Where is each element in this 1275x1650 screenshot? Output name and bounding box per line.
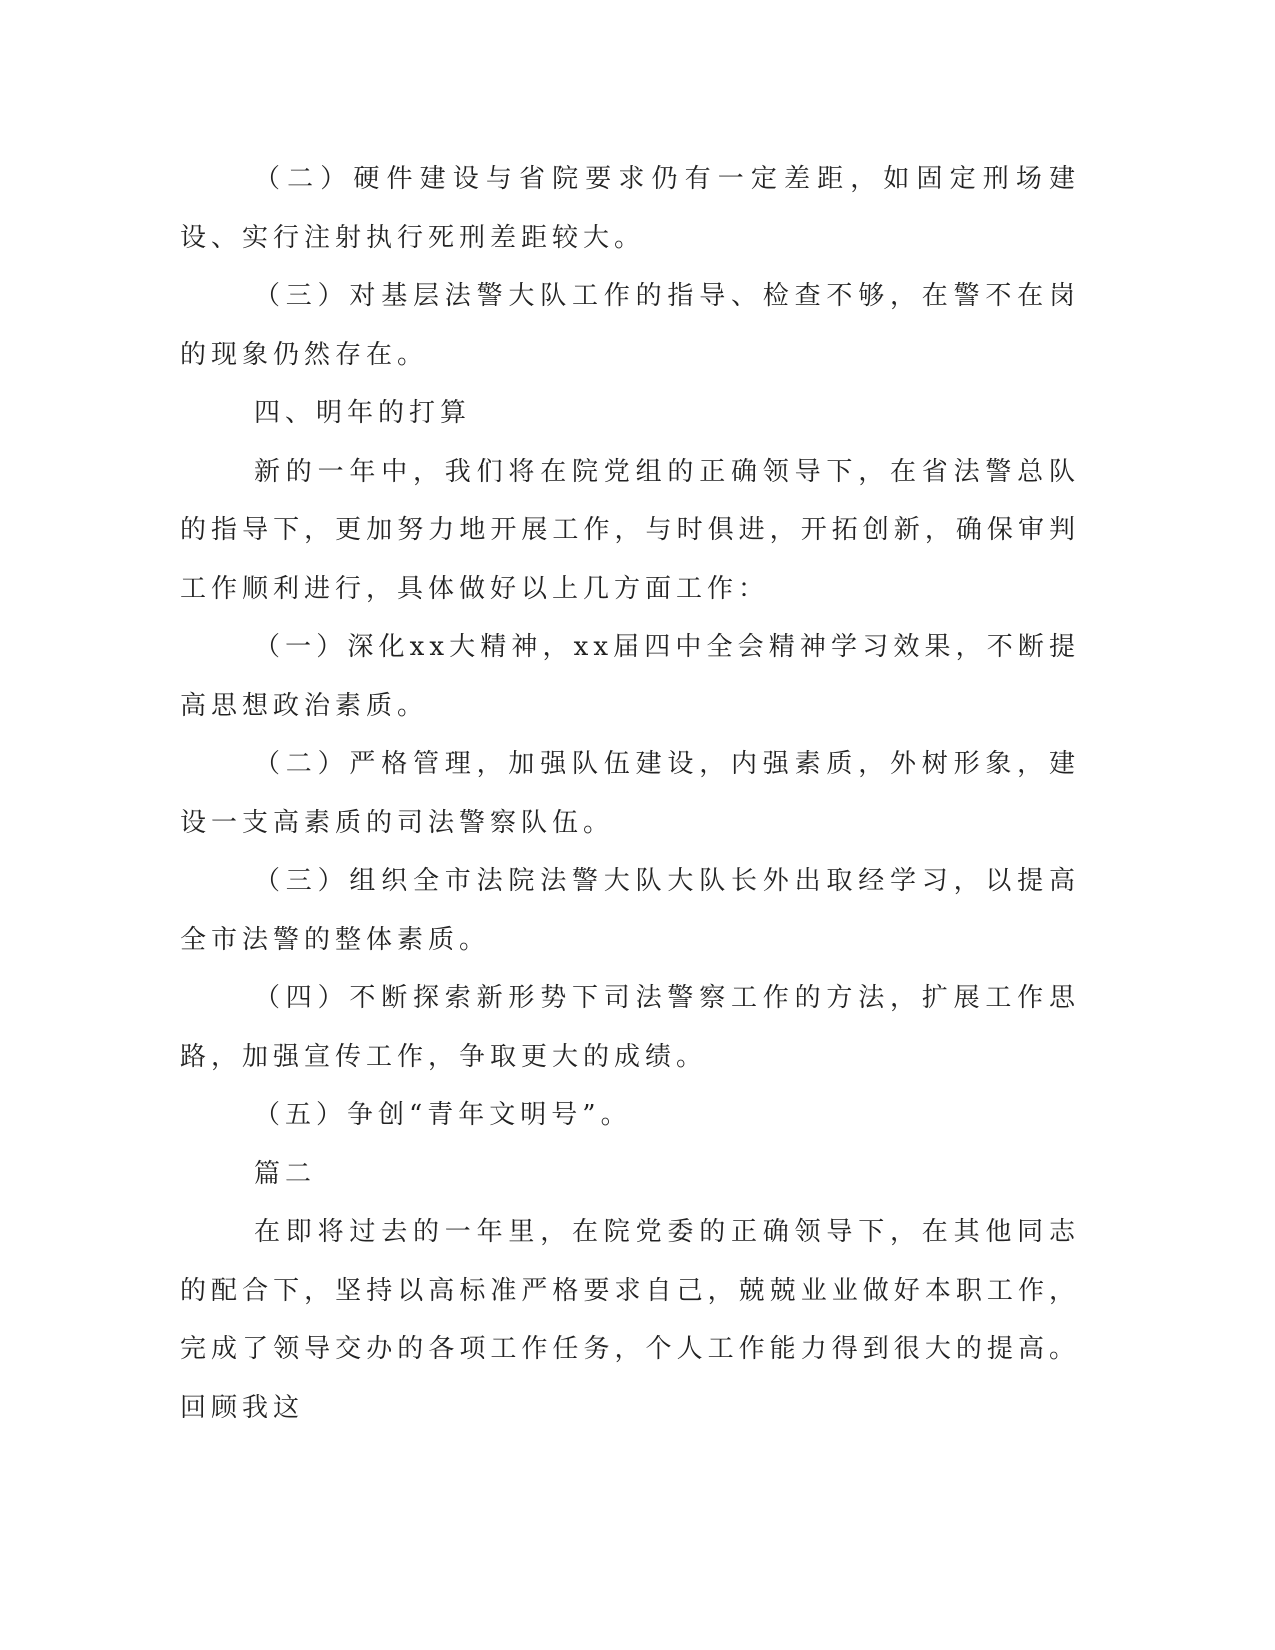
paragraph-shortcoming-hardware: （二）硬件建设与省院要求仍有一定差距，如固定刑场建设、实行注射执行死刑差距较大。 bbox=[180, 164, 1080, 253]
paragraph-plan-3: （三）组织全市法院法警大队大队长外出取经学习，以提高全市法警的整体素质。 bbox=[180, 866, 1080, 955]
paragraph-plan-4: （四）不断探索新形势下司法警察工作的方法，扩展工作思路，加强宣传工作，争取更大的成绩。 bbox=[180, 983, 1080, 1072]
section-heading-next-year-plan: 四、明年的打算 bbox=[254, 398, 472, 428]
paragraph-plan-1: （一）深化xx大精神，xx届四中全会精神学习效果，不断提高思想政治素质。 bbox=[180, 632, 1080, 721]
paragraph-shortcoming-guidance: （三）对基层法警大队工作的指导、检查不够，在警不在岗的现象仍然存在。 bbox=[180, 281, 1080, 370]
section-heading-part-two: 篇二 bbox=[254, 1158, 317, 1189]
paragraph-plan-2: （二）严格管理，加强队伍建设，内强素质，外树形象，建设一支高素质的司法警察队伍。 bbox=[180, 749, 1080, 838]
paragraph-plan-5: （五）争创“青年文明号”。 bbox=[254, 1100, 632, 1130]
paragraph-part-two-intro: 在即将过去的一年里，在院党委的正确领导下，在其他同志的配合下，坚持以高标准严格要求自己，兢兢业业做好本职工作，完成了领导交办的各项工作任务，个人工作能力得到很大的提高。回顾我这 bbox=[180, 1217, 1080, 1423]
paragraph-next-year-intro: 新的一年中，我们将在院党组的正确领导下，在省法警总队的指导下，更加努力地开展工作，与时俱进，开拓创新，确保审判工作顺利进行，具体做好以上几方面工作： bbox=[180, 456, 1080, 604]
document-body bbox=[180, 150, 1080, 1437]
